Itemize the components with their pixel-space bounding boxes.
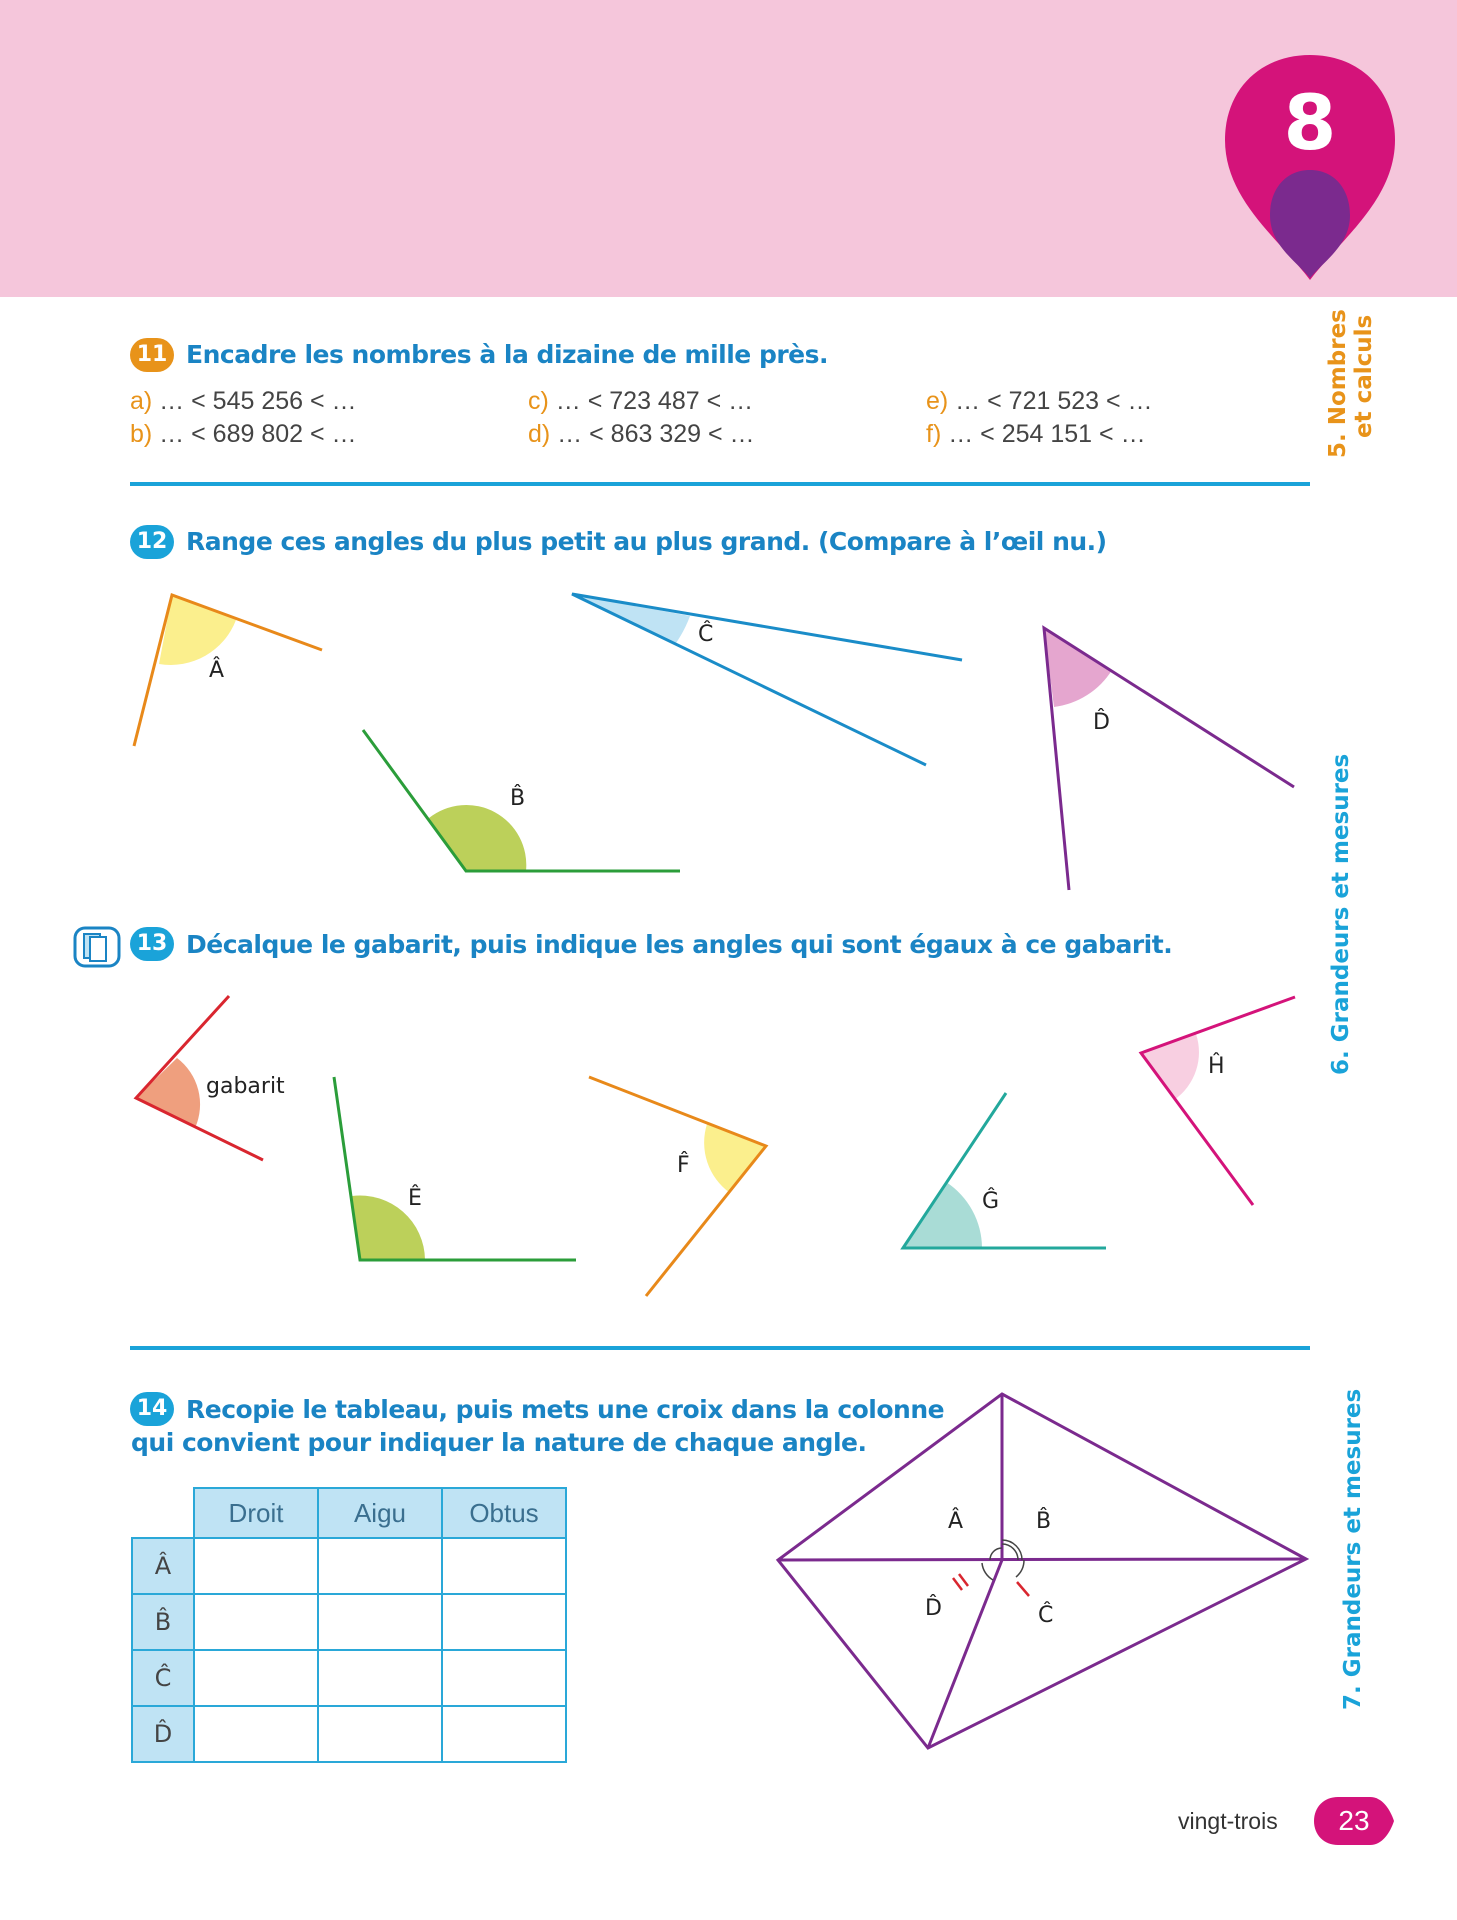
table-cell[interactable] (318, 1650, 442, 1706)
table-cell[interactable] (442, 1538, 566, 1594)
exercise-14-title-line2: qui convient pour indiquer la nature de chaque angle. (131, 1428, 867, 1457)
angle-label-d: D̂ (1093, 710, 1110, 735)
item-letter: c) (528, 387, 549, 415)
table-row (132, 1594, 566, 1650)
side-label-grandeurs-6: 6. Grandeurs et mesures (1328, 753, 1354, 1075)
angle-c (572, 594, 962, 765)
table-corner (132, 1488, 194, 1538)
table-cell[interactable] (318, 1538, 442, 1594)
row-header: B̂ (132, 1594, 194, 1650)
angle-g (903, 1093, 1106, 1248)
angle-b (363, 730, 680, 871)
gabarit-label: gabarit (206, 1074, 285, 1099)
side-label-line: et calculs (1351, 314, 1377, 438)
column-header-aigu: Aigu (318, 1488, 442, 1538)
item-text: … < 545 256 < … (152, 387, 357, 415)
angle-label-f: F̂ (677, 1153, 690, 1178)
row-header: D̂ (132, 1706, 194, 1762)
chapter-number: 8 (1283, 78, 1337, 167)
item-text: … < 721 523 < … (948, 387, 1153, 415)
tracing-paper-icon (72, 925, 122, 969)
angle-label-g: Ĝ (982, 1189, 1000, 1214)
angle-a (134, 595, 322, 746)
item-text: … < 689 802 < … (152, 420, 357, 448)
item-text: … < 723 487 < … (548, 387, 754, 415)
figure-label-b: B̂ (1036, 1509, 1052, 1534)
table-row (132, 1538, 566, 1594)
exercise-14-title-line1: Recopie le tableau, puis mets une croix dans la colonne (186, 1395, 945, 1424)
item-letter: e) (926, 387, 949, 415)
table-row (132, 1706, 566, 1762)
column-header-droit: Droit (194, 1488, 318, 1538)
angle-label-h: Ĥ (1208, 1054, 1225, 1079)
exercise-11-title: Encadre les nombres à la dizaine de mille près. (186, 340, 829, 369)
item-text: … < 254 151 < … (941, 420, 1146, 448)
exercise-number-12: 12 (130, 525, 174, 559)
angle-d (1044, 628, 1294, 890)
column-header-obtus: Obtus (442, 1488, 566, 1538)
angle-label-c: Ĉ (698, 622, 714, 647)
table-cell[interactable] (442, 1706, 566, 1762)
table-cell[interactable] (194, 1594, 318, 1650)
item-text: … < 863 329 < … (550, 420, 755, 448)
table-header-row (132, 1488, 566, 1538)
angle-gabarit (136, 996, 285, 1160)
page-number: 23 (1338, 1805, 1370, 1836)
table-cell[interactable] (194, 1706, 318, 1762)
angle-f (589, 1077, 766, 1296)
divider-rule (130, 1346, 1310, 1350)
exercise-number-13: 13 (130, 927, 174, 961)
quadrilateral-figure (760, 1380, 1320, 1760)
table-cell[interactable] (442, 1594, 566, 1650)
figure-label-a: Â (948, 1509, 964, 1534)
angle-h (1141, 997, 1295, 1205)
item-letter: f) (926, 420, 942, 448)
table-row (132, 1650, 566, 1706)
table-cell[interactable] (194, 1650, 318, 1706)
angle-e (334, 1077, 576, 1260)
table-cell[interactable] (318, 1594, 442, 1650)
exercise-13-title: Décalque le gabarit, puis indique les angles qui sont égaux à ce gabarit. (186, 930, 1173, 959)
item-letter: b) (130, 420, 153, 448)
side-label-grandeurs-7: 7. Grandeurs et mesures (1340, 1388, 1366, 1710)
nature-table (131, 1487, 567, 1763)
row-header: Ĉ (132, 1650, 194, 1706)
exercise-12-title: Range ces angles du plus petit au plus grand. (Compare à l’œil nu.) (186, 527, 1107, 556)
angle-label-b: B̂ (510, 786, 526, 811)
exercise-number-11: 11 (130, 338, 174, 372)
angle-label-a: Â (209, 658, 225, 683)
side-label-line: 5. Nombres (1325, 309, 1351, 458)
page-word: vingt-trois (1178, 1808, 1278, 1834)
exercise-number-14: 14 (130, 1392, 174, 1426)
item-letter: d) (528, 420, 551, 448)
item-letter: a) (130, 387, 153, 415)
angle-label-e: Ê (408, 1186, 422, 1211)
figure-label-d: D̂ (925, 1596, 942, 1621)
table-cell[interactable] (442, 1650, 566, 1706)
table-cell[interactable] (318, 1706, 442, 1762)
row-header: Â (132, 1538, 194, 1594)
figure-label-c: Ĉ (1038, 1603, 1054, 1628)
table-cell[interactable] (194, 1538, 318, 1594)
